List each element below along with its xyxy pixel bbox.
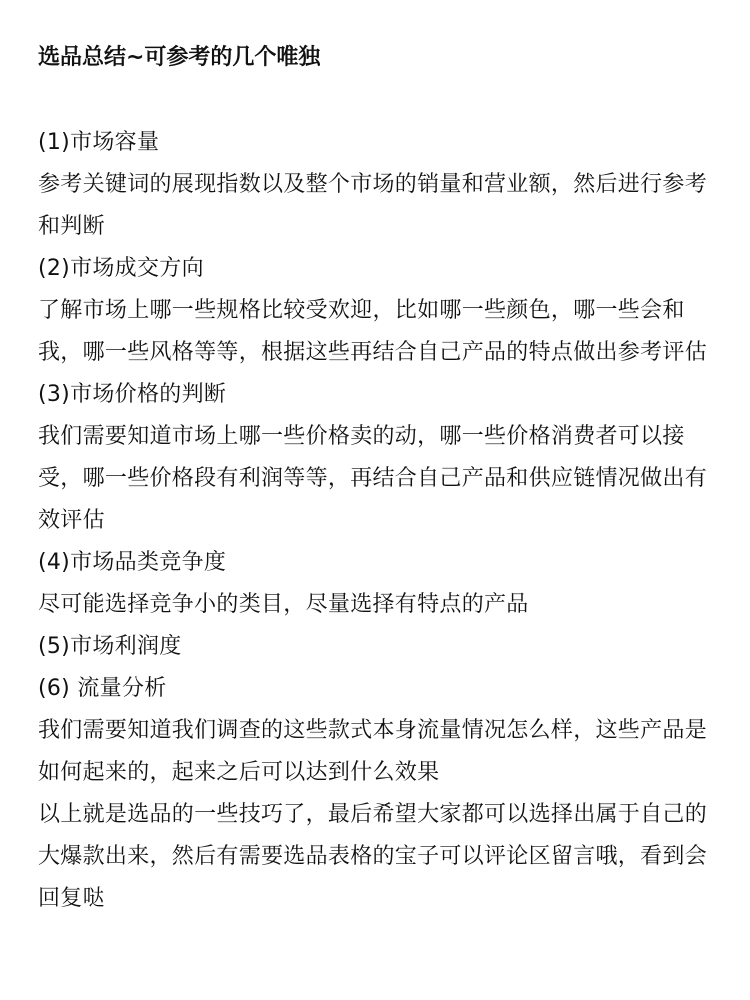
- section-traffic-analysis: [38, 668, 712, 794]
- section-heading: (6) 流量分析: [38, 676, 167, 701]
- closing-paragraph: [38, 794, 712, 920]
- section-text: 参考关键词的展现指数以及整个市场的销量和营业额，然后进行参考和判断: [38, 172, 708, 239]
- section-heading: (3)市场价格的判断: [38, 382, 227, 407]
- document-content: [38, 122, 712, 920]
- section-heading: (1)市场容量: [38, 130, 160, 155]
- section-market-profit: [38, 626, 712, 668]
- section-heading: (4)市场品类竞争度: [38, 550, 227, 575]
- section-text: 我们需要知道市场上哪一些价格卖的动，哪一些价格消费者可以接受，哪一些价格段有利润等等，再结合自己产品和供应链情况做出有效评估: [38, 424, 708, 533]
- section-text: 尽可能选择竞争小的类目，尽量选择有特点的产品: [38, 592, 529, 617]
- section-heading: (5)市场利润度: [38, 634, 182, 659]
- section-market-capacity: [38, 122, 712, 248]
- section-category-competition: [38, 542, 712, 626]
- closing-text: 以上就是选品的一些技巧了，最后希望大家都可以选择出属于自己的大爆款出来，然后有需要选品表格的宝子可以评论区留言哦，看到会回复哒: [38, 802, 708, 911]
- section-text: 我们需要知道我们调查的这些款式本身流量情况怎么样，这些产品是如何起来的，起来之后可以达到什么效果: [38, 718, 708, 785]
- section-text: 了解市场上哪一些规格比较受欢迎，比如哪一些颜色，哪一些会和我，哪一些风格等等，根据这些再结合自己产品的特点做出参考评估: [38, 298, 708, 365]
- document-title: 选品总结~可参考的几个唯独: [38, 45, 321, 70]
- section-price-judgment: [38, 374, 712, 542]
- section-heading: (2)市场成交方向: [38, 256, 204, 281]
- section-deal-direction: [38, 248, 712, 374]
